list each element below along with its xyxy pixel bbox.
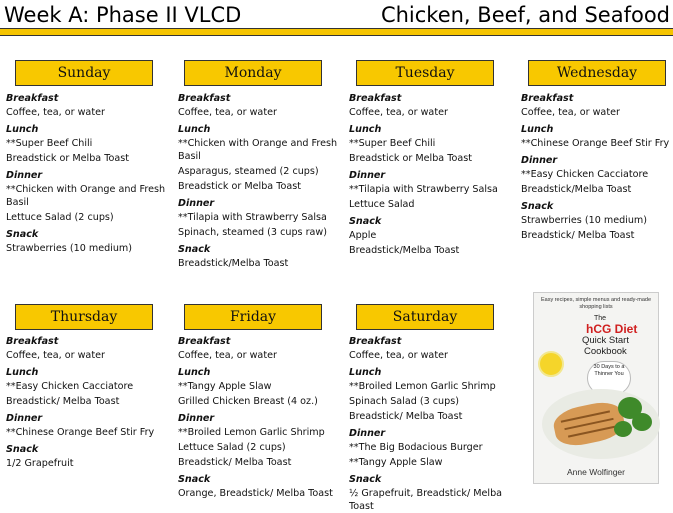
meal-item: Coffee, tea, or water <box>349 107 448 118</box>
day-column-sunday <box>6 92 171 257</box>
meal-item: Coffee, tea, or water <box>349 350 448 361</box>
meal-item: **Chinese Orange Beef Stir Fry <box>521 138 670 149</box>
day-header-friday: Friday <box>184 304 322 330</box>
meal-item: 1/2 Grapefruit <box>6 458 74 469</box>
meal-item: **Tangy Apple Slaw <box>178 381 272 392</box>
meal-item: Breadstick/ Melba Toast <box>6 396 120 407</box>
meal-label-breakfast: Breakfast <box>178 93 231 104</box>
meal-item: **The Big Bodacious Burger <box>349 442 483 453</box>
meal-item: Spinach, steamed (3 cups raw) <box>178 227 327 238</box>
meal-item: **Tangy Apple Slaw <box>349 457 443 468</box>
meal-label-breakfast: Breakfast <box>178 336 231 347</box>
book-tagline: Easy recipes, simple menus and ready-made shopping lists <box>540 297 652 310</box>
book-title-line3: Cookbook <box>584 346 627 357</box>
meal-item: **Chinese Orange Beef Stir Fry <box>6 427 155 438</box>
book-badge: 30 Days to a Thinner You <box>587 361 631 395</box>
meal-label-dinner: Dinner <box>178 413 215 424</box>
meal-label-snack: Snack <box>349 474 382 485</box>
meal-label-snack: Snack <box>349 216 382 227</box>
day-header-monday: Monday <box>184 60 322 86</box>
meal-label-snack: Snack <box>178 474 211 485</box>
meal-label-dinner: Dinner <box>178 198 215 209</box>
broccoli-illustration <box>632 413 652 431</box>
meal-item: Coffee, tea, or water <box>178 107 277 118</box>
meal-item: **Easy Chicken Cacciatore <box>6 381 134 392</box>
meal-item: Breadstick or Melba Toast <box>6 153 129 164</box>
book-title-main: hCG Diet <box>586 322 638 336</box>
meal-label-dinner: Dinner <box>349 428 386 439</box>
day-column-saturday <box>349 335 514 512</box>
meal-item: **Chicken with Orange and Fresh Basil <box>6 184 166 208</box>
meal-item: **Super Beef Chili <box>6 138 93 149</box>
meal-item: Asparagus, steamed (2 cups) <box>178 166 319 177</box>
meal-item: Grilled Chicken Breast (4 oz.) <box>178 396 318 407</box>
meal-item: **Tilapia with Strawberry Salsa <box>349 184 498 195</box>
meal-item: Coffee, tea, or water <box>178 350 277 361</box>
meal-label-snack: Snack <box>178 244 211 255</box>
meal-item: Breadstick or Melba Toast <box>178 181 301 192</box>
meal-item: Coffee, tea, or water <box>521 107 620 118</box>
day-header-thursday: Thursday <box>15 304 153 330</box>
meal-item: Breadstick/ Melba Toast <box>521 230 635 241</box>
meal-label-lunch: Lunch <box>521 124 554 135</box>
day-header-sunday: Sunday <box>15 60 153 86</box>
meal-item: Breadstick/Melba Toast <box>521 184 632 195</box>
book-title-the: The <box>594 315 607 322</box>
meal-item: ½ Grapefruit, Breadstick/ Melba Toast <box>349 488 503 512</box>
meal-item: Spinach Salad (3 cups) <box>349 396 459 407</box>
meal-label-lunch: Lunch <box>6 124 39 135</box>
meal-item: Breadstick or Melba Toast <box>349 153 472 164</box>
meal-label-lunch: Lunch <box>349 367 382 378</box>
meal-label-lunch: Lunch <box>6 367 39 378</box>
day-header-tuesday: Tuesday <box>356 60 494 86</box>
meal-label-lunch: Lunch <box>178 124 211 135</box>
day-column-friday <box>178 335 343 502</box>
day-column-thursday <box>6 335 171 472</box>
meal-item: Coffee, tea, or water <box>6 350 105 361</box>
meal-item: Apple <box>349 230 377 241</box>
broccoli-illustration <box>614 421 632 437</box>
day-column-monday <box>178 92 343 272</box>
cookbook-cover-image <box>533 292 659 484</box>
meal-label-breakfast: Breakfast <box>6 93 59 104</box>
meal-label-lunch: Lunch <box>178 367 211 378</box>
week-title: Week A: Phase II VLCD <box>4 3 242 27</box>
lemon-illustration <box>538 351 564 377</box>
menu-category-title: Chicken, Beef, and Seafood <box>380 3 670 27</box>
meal-label-dinner: Dinner <box>6 170 43 181</box>
meal-label-dinner: Dinner <box>349 170 386 181</box>
meal-label-breakfast: Breakfast <box>6 336 59 347</box>
meal-label-breakfast: Breakfast <box>349 336 402 347</box>
day-column-tuesday <box>349 92 514 259</box>
meal-item: Breadstick/Melba Toast <box>349 245 460 256</box>
meal-item: Breadstick/Melba Toast <box>178 258 289 269</box>
day-header-saturday: Saturday <box>356 304 494 330</box>
meal-label-dinner: Dinner <box>6 413 43 424</box>
meal-item: **Broiled Lemon Garlic Shrimp <box>349 381 496 392</box>
meal-item: Coffee, tea, or water <box>6 107 105 118</box>
meal-label-lunch: Lunch <box>349 124 382 135</box>
meal-label-breakfast: Breakfast <box>349 93 402 104</box>
meal-item: Breadstick/ Melba Toast <box>178 457 292 468</box>
day-column-wednesday <box>521 92 671 244</box>
meal-label-breakfast: Breakfast <box>521 93 574 104</box>
meal-item: Strawberries (10 medium) <box>6 243 133 254</box>
meal-item: **Chicken with Orange and Fresh Basil <box>178 138 338 162</box>
meal-label-dinner: Dinner <box>521 155 558 166</box>
meal-item: Breadstick/ Melba Toast <box>349 411 463 422</box>
meal-item: **Tilapia with Strawberry Salsa <box>178 212 327 223</box>
meal-item: Lettuce Salad (2 cups) <box>178 442 286 453</box>
meal-item: Lettuce Salad (2 cups) <box>6 212 114 223</box>
meal-item: **Easy Chicken Cacciatore <box>521 169 649 180</box>
header-divider <box>0 28 673 36</box>
meal-item: **Super Beef Chili <box>349 138 436 149</box>
book-title-line2: Quick Start <box>582 335 629 346</box>
book-author: Anne Wolfinger <box>567 467 625 477</box>
meal-label-snack: Snack <box>6 229 39 240</box>
meal-label-snack: Snack <box>6 444 39 455</box>
meal-item: Strawberries (10 medium) <box>521 215 648 226</box>
day-header-wednesday: Wednesday <box>528 60 666 86</box>
meal-item: Lettuce Salad <box>349 199 415 210</box>
meal-item: **Broiled Lemon Garlic Shrimp <box>178 427 325 438</box>
meal-label-snack: Snack <box>521 201 554 212</box>
meal-item: Orange, Breadstick/ Melba Toast <box>178 488 333 499</box>
